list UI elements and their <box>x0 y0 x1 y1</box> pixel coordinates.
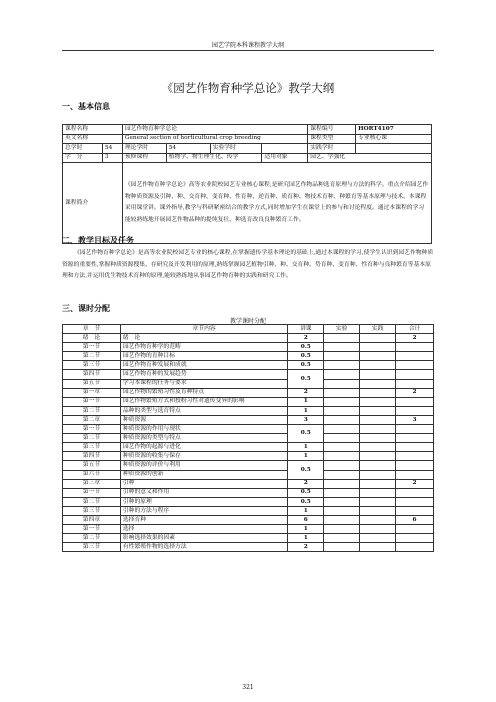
chapter-cell: 第五节 <box>63 379 121 388</box>
chapter-cell: 第四节 <box>63 370 121 379</box>
practice-hours <box>360 497 396 506</box>
chapter-cell: 第一节 <box>63 488 121 497</box>
info-label: 实验学时 <box>210 144 262 154</box>
lecture-hours: 1 <box>288 525 324 534</box>
total-hours: 3 <box>396 415 434 424</box>
total-hours <box>396 361 434 370</box>
lecture-hours: 1 <box>288 534 324 543</box>
chapter-cell: 第四章 <box>63 515 121 524</box>
chapter-cell: 第一节 <box>63 525 121 534</box>
lab-hours <box>324 543 360 552</box>
chapter-cell: 绪 论 <box>63 334 121 343</box>
info-label: 英文名称 <box>63 134 123 144</box>
lecture-hours: 0.5 <box>288 425 324 443</box>
table-row <box>63 470 434 479</box>
lab-hours <box>324 506 360 515</box>
hours-table <box>62 324 434 552</box>
chapter-cell: 第六节 <box>63 470 121 479</box>
total-hours <box>396 488 434 497</box>
lecture-hours: 0.5 <box>288 352 324 361</box>
table-row <box>63 343 434 352</box>
course-introduction: 《园艺作物育种学总论》高等农业院校园艺专业核心课程,是研究园艺作物品种选育原理与方法的科学。重点介绍园艺作物种质资源及引种、种、交育种、变育种、性育种、逆育种、质育种、物技术育种、种繁育等基本原理与技术。本课程采用课堂讲。课外指导,教学与科研紧密结合的教学方式,同时增加学生在课堂上的参与和讨论程度。通过本课程的学习能较熟练地开展园艺作物品种的提纯复壮、种选育改良良种繁育工作。 <box>122 163 431 244</box>
basic-info-table <box>62 124 432 244</box>
info-value: 植物学、物生理生化、传学 <box>166 153 262 163</box>
practice-hours <box>360 434 396 443</box>
practice-hours <box>360 534 396 543</box>
lecture-hours: 1 <box>288 506 324 515</box>
practice-hours <box>360 388 396 397</box>
content-cell: 选择 <box>120 525 287 534</box>
table-row <box>63 479 434 488</box>
column-header: 实践 <box>360 325 396 334</box>
lab-hours <box>324 406 360 415</box>
info-row <box>63 144 432 154</box>
total-hours <box>396 506 434 515</box>
practice-hours <box>360 425 396 434</box>
total-hours <box>396 497 434 506</box>
practice-hours <box>360 370 396 379</box>
info-value <box>356 144 432 154</box>
total-hours: 2 <box>396 388 434 397</box>
lecture-hours: 2 <box>288 388 324 397</box>
chapter-cell: 第二节 <box>63 534 121 543</box>
lecture-hours: 2 <box>288 334 324 343</box>
table-row <box>63 415 434 424</box>
total-hours <box>396 434 434 443</box>
total-hours: 2 <box>396 479 434 488</box>
table-row <box>63 425 434 434</box>
chapter-cell: 第一节 <box>63 425 121 434</box>
lab-hours <box>324 534 360 543</box>
table-row <box>63 352 434 361</box>
lab-hours <box>324 352 360 361</box>
lab-hours <box>324 434 360 443</box>
practice-hours <box>360 543 396 552</box>
running-header: 园艺学院本科课程教学大纲 <box>211 42 284 49</box>
practice-hours <box>360 443 396 452</box>
page-number: 321 <box>242 684 254 691</box>
info-row <box>63 163 432 244</box>
chapter-cell: 第三章 <box>63 479 121 488</box>
content-cell: 引种的方法与程序 <box>120 506 287 515</box>
total-hours <box>396 352 434 361</box>
info-label: 适用对象 <box>262 153 308 163</box>
info-label: 预修课程 <box>122 153 166 163</box>
hours-header-row <box>63 325 434 334</box>
practice-hours <box>360 470 396 479</box>
table-row <box>63 370 434 379</box>
lab-hours <box>324 334 360 343</box>
content-cell: 有性繁殖作物的选择方法 <box>120 543 287 552</box>
lab-hours <box>324 361 360 370</box>
lab-hours <box>324 379 360 388</box>
goals-paragraph: 《园艺作物育种学总论》是高等农业院校园艺专业的核心课程,在掌握遗传学基本理论的基础上,通过本课程的学习,使学生认识到园艺作物种质资源的重要性,掌握种质资源搜集、存研究及开发利用的原理,熟练掌握园艺植物引种、种、交育种、势育种、变育种、性育种与良种繁育等基本原理和方法,并运用优生物技术育种的原理,能较熟练地从事园艺作物育种的实践和研究工作。 <box>62 250 434 280</box>
total-hours <box>396 343 434 352</box>
lab-hours <box>324 470 360 479</box>
content-cell: 影响选择效果的因素 <box>120 534 287 543</box>
lab-hours <box>324 488 360 497</box>
info-label: 课程类型 <box>308 134 356 144</box>
info-label: 理论学时 <box>122 144 166 154</box>
total-hours <box>396 406 434 415</box>
lecture-hours: 1 <box>288 406 324 415</box>
info-label: 课程简介 <box>63 163 123 244</box>
practice-hours <box>360 506 396 515</box>
column-header: 实验 <box>324 325 360 334</box>
lab-hours <box>324 415 360 424</box>
lab-hours <box>324 443 360 452</box>
content-cell: 引种的意义和作用 <box>120 488 287 497</box>
table-row <box>63 515 434 524</box>
lecture-hours: 0.5 <box>288 488 324 497</box>
table-row <box>63 543 434 552</box>
info-label: 总学时 <box>63 144 103 154</box>
total-hours <box>396 397 434 406</box>
lab-hours <box>324 343 360 352</box>
practice-hours <box>360 334 396 343</box>
table-row <box>63 406 434 415</box>
chapter-cell: 第四节 <box>63 452 121 461</box>
table-row <box>63 361 434 370</box>
column-header: 合计 <box>396 325 434 334</box>
chapter-cell: 第一节 <box>63 343 121 352</box>
info-value: 专业核心课 <box>356 134 432 144</box>
info-row <box>63 134 432 144</box>
practice-hours <box>360 515 396 524</box>
practice-hours <box>360 361 396 370</box>
column-header: 讲课 <box>288 325 324 334</box>
lecture-hours: 1 <box>288 452 324 461</box>
content-cell: 种质资源的收集与保存 <box>120 452 287 461</box>
chapter-cell: 第二节 <box>63 406 121 415</box>
info-label: 学 分 <box>63 153 103 163</box>
total-hours: 6 <box>396 515 434 524</box>
lecture-hours: 0.5 <box>288 343 324 352</box>
section-basic-info-heading: 一、基本信息 <box>62 102 110 111</box>
content-cell: 种质资源的类型与特点 <box>120 434 287 443</box>
info-label: 实践学时 <box>308 144 356 154</box>
info-label: 课程名称 <box>63 125 123 135</box>
table-row <box>63 506 434 515</box>
chapter-cell: 第三节 <box>63 543 121 552</box>
info-value: 54 <box>166 144 210 154</box>
lecture-hours: 1 <box>288 443 324 452</box>
content-cell: 种质资源 <box>120 415 287 424</box>
practice-hours <box>360 352 396 361</box>
table-row <box>63 488 434 497</box>
practice-hours <box>360 343 396 352</box>
table-row <box>63 388 434 397</box>
content-cell: 园艺作物的育种目标 <box>120 352 287 361</box>
section-hours-heading: 三、课时分配 <box>62 304 110 313</box>
lab-hours <box>324 397 360 406</box>
content-cell: 品种的类型与选育特点 <box>120 406 287 415</box>
content-cell: 园艺作物的起源与进化 <box>120 443 287 452</box>
content-cell: 园艺作物繁殖方式和授粉习性对遗传变异的影响 <box>120 397 287 406</box>
total-hours <box>396 525 434 534</box>
chapter-cell: 第五节 <box>63 461 121 470</box>
total-hours <box>396 379 434 388</box>
content-cell: 绪 论 <box>120 334 287 343</box>
total-hours <box>396 534 434 543</box>
info-row <box>63 153 432 163</box>
table-row <box>63 461 434 470</box>
lecture-hours: 0.5 <box>288 461 324 479</box>
lab-hours <box>324 370 360 379</box>
info-value: 园艺、学强化 <box>308 153 432 163</box>
header-rule <box>62 50 434 51</box>
chapter-cell: 第三节 <box>63 443 121 452</box>
content-cell: 园艺作物的繁殖习性及育种特点 <box>120 388 287 397</box>
total-hours <box>396 461 434 470</box>
practice-hours <box>360 397 396 406</box>
lecture-hours: 0.5 <box>288 497 324 506</box>
content-cell: 选择育种 <box>120 515 287 524</box>
lab-hours <box>324 425 360 434</box>
info-label: 课程编号 <box>308 125 356 135</box>
practice-hours <box>360 525 396 534</box>
total-hours <box>396 543 434 552</box>
document-title: 《园艺作物育种学总论》教学大纲 <box>161 81 335 95</box>
table-row <box>63 452 434 461</box>
lab-hours <box>324 452 360 461</box>
total-hours <box>396 452 434 461</box>
total-hours <box>396 425 434 434</box>
table-row <box>63 525 434 534</box>
table-row <box>63 334 434 343</box>
lecture-hours: 6 <box>288 515 324 524</box>
content-cell: 园艺作物育种的发展趋势 <box>120 370 287 379</box>
total-hours <box>396 470 434 479</box>
practice-hours <box>360 479 396 488</box>
practice-hours <box>360 415 396 424</box>
total-hours: 2 <box>396 334 434 343</box>
lecture-hours: 2 <box>288 543 324 552</box>
table-row <box>63 397 434 406</box>
chapter-cell: 第二节 <box>63 352 121 361</box>
content-cell: 学习本课程的任务与要求 <box>120 379 287 388</box>
practice-hours <box>360 461 396 470</box>
table-row <box>63 379 434 388</box>
lab-hours <box>324 515 360 524</box>
info-value: General section of horticultural crop breeding <box>122 134 307 144</box>
content-cell: 引种 <box>120 479 287 488</box>
practice-hours <box>360 379 396 388</box>
info-value: 54 <box>102 144 122 154</box>
chapter-cell: 第一节 <box>63 397 121 406</box>
table-row <box>63 434 434 443</box>
lecture-hours: 1 <box>288 397 324 406</box>
practice-hours <box>360 406 396 415</box>
lab-hours <box>324 388 360 397</box>
chapter-cell: 第二节 <box>63 434 121 443</box>
lab-hours <box>324 479 360 488</box>
practice-hours <box>360 488 396 497</box>
column-header: 章节内容 <box>120 325 287 334</box>
lab-hours <box>324 525 360 534</box>
info-row <box>63 125 432 135</box>
chapter-cell: 第三节 <box>63 361 121 370</box>
table-row <box>63 534 434 543</box>
info-value: 3 <box>102 153 122 163</box>
lecture-hours: 3 <box>288 415 324 424</box>
chapter-cell: 第三节 <box>63 506 121 515</box>
total-hours <box>396 443 434 452</box>
hours-table-caption: 教学课时分配 <box>229 318 266 325</box>
lecture-hours: 0.5 <box>288 370 324 388</box>
chapter-cell: 第二章 <box>63 415 121 424</box>
total-hours <box>396 370 434 379</box>
lecture-hours: 0.5 <box>288 361 324 370</box>
content-cell: 种质资源的作用与现状 <box>120 425 287 434</box>
course-code: HORT4107 <box>356 125 432 135</box>
table-row <box>63 497 434 506</box>
info-value: 园艺作物育种学总论 <box>122 125 307 135</box>
chapter-cell: 第一章 <box>63 388 121 397</box>
lab-hours <box>324 497 360 506</box>
info-value <box>262 144 308 154</box>
column-header: 章 节 <box>63 325 121 334</box>
lab-hours <box>324 461 360 470</box>
content-cell: 种质资源的评价与利用 <box>120 461 287 470</box>
content-cell: 园艺作物育种发展和成就 <box>120 361 287 370</box>
practice-hours <box>360 452 396 461</box>
content-cell: 种质资源的创新 <box>120 470 287 479</box>
table-row <box>63 443 434 452</box>
section-goals-heading: 二、教学目标及任务 <box>62 236 134 245</box>
chapter-cell: 第二节 <box>63 497 121 506</box>
content-cell: 引种的原理 <box>120 497 287 506</box>
lecture-hours: 2 <box>288 479 324 488</box>
content-cell: 园艺作物育种学的范畴 <box>120 343 287 352</box>
